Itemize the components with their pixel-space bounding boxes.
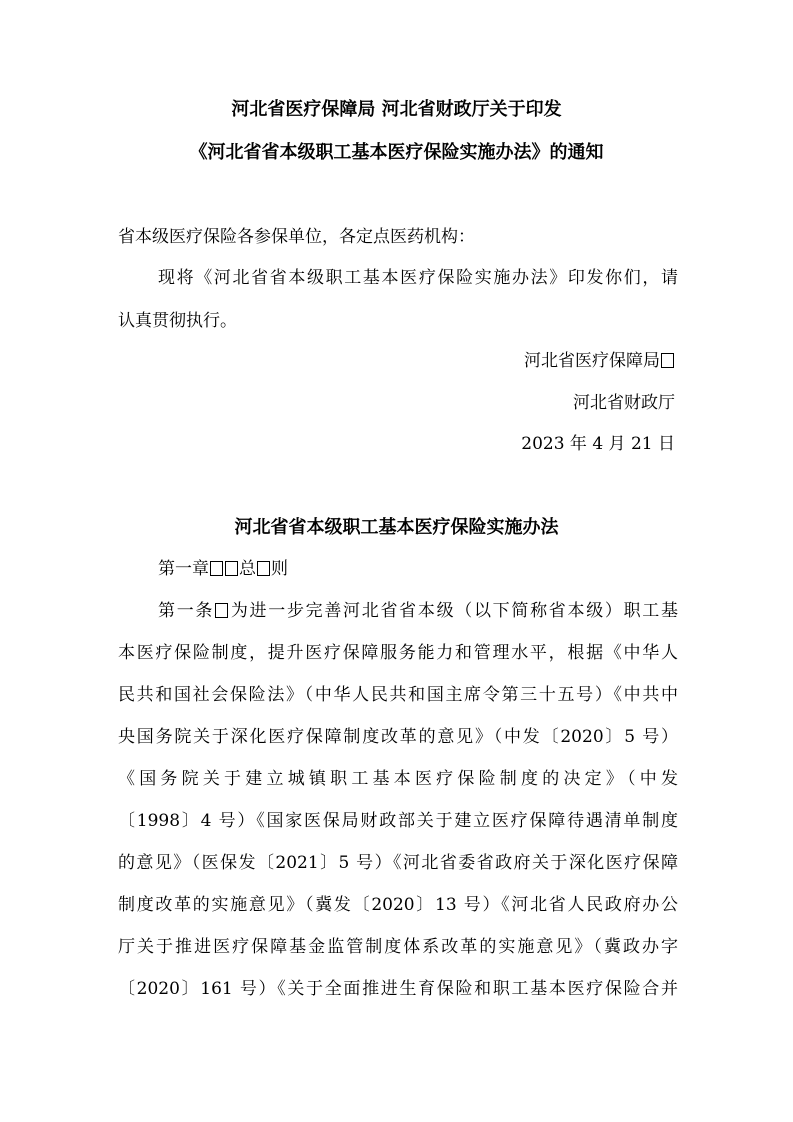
notice-title-line-1: 河北省医疗保障局 河北省财政厅关于印发 bbox=[231, 99, 562, 120]
missing-glyph-box bbox=[215, 603, 228, 618]
chapter-heading bbox=[158, 557, 678, 581]
article-1-line-10: 〔2020〕161 号）《关于全面推进生育保险和职工基本医疗保险合并 bbox=[118, 979, 678, 999]
article-1-line-7: 的意见》（医保发〔2021〕5 号）《河北省委省政府关于深化医疗保障 bbox=[118, 853, 678, 873]
article-1-line-6: 〔1998〕4 号）《国家医保局财政部关于建立医疗保障待遇清单制度 bbox=[118, 811, 678, 831]
signature-finance-dept: 河北省财政厅 bbox=[573, 393, 675, 413]
measure-title: 河北省省本级职工基本医疗保险实施办法 bbox=[234, 517, 559, 538]
missing-glyph-box bbox=[210, 561, 223, 576]
chapter-word-1: 总 bbox=[239, 559, 256, 579]
missing-glyph-box bbox=[257, 561, 270, 576]
article-1-line-9: 厅关于推进医疗保障基金监管制度体系改革的实施意见》（冀政办字 bbox=[118, 937, 678, 957]
signature-health-bureau-text: 河北省医疗保障局 bbox=[524, 351, 660, 371]
article-1-text: 为进一步完善河北省省本级（以下简称省本级）职工基 bbox=[229, 601, 679, 621]
notice-body-line-1: 现将《河北省省本级职工基本医疗保险实施办法》印发你们，请 bbox=[158, 268, 678, 288]
article-1-prefix: 第一条 bbox=[158, 601, 215, 621]
article-1-line-8: 制度改革的实施意见》（冀发〔2020〕13 号）《河北省人民政府办公 bbox=[118, 895, 678, 915]
article-1-line-3: 民共和国社会保险法》（中华人民共和国主席令第三十五号）《中共中 bbox=[118, 685, 678, 705]
article-1-line-2: 本医疗保险制度，提升医疗保障服务能力和管理水平，根据《中华人 bbox=[118, 643, 678, 663]
article-1-line-1 bbox=[158, 599, 678, 623]
notice-body-line-2: 认真贯彻执行。 bbox=[118, 311, 237, 331]
signature-health-bureau bbox=[524, 349, 675, 373]
salutation: 省本级医疗保险各参保单位，各定点医药机构： bbox=[118, 227, 475, 247]
missing-glyph-box bbox=[661, 353, 674, 368]
chapter-word-2: 则 bbox=[271, 559, 288, 579]
article-1-line-5: 《国务院关于建立城镇职工基本医疗保险制度的决定》（中发 bbox=[118, 769, 678, 789]
notice-date: 2023 年 4 月 21 日 bbox=[521, 434, 675, 454]
article-1-line-4: 央国务院关于深化医疗保障制度改革的意见》（中发〔2020〕5 号） bbox=[118, 727, 678, 747]
missing-glyph-box bbox=[225, 561, 238, 576]
chapter-prefix: 第一章 bbox=[158, 559, 209, 579]
notice-title-line-2: 《河北省省本级职工基本医疗保险实施办法》的通知 bbox=[189, 142, 604, 163]
